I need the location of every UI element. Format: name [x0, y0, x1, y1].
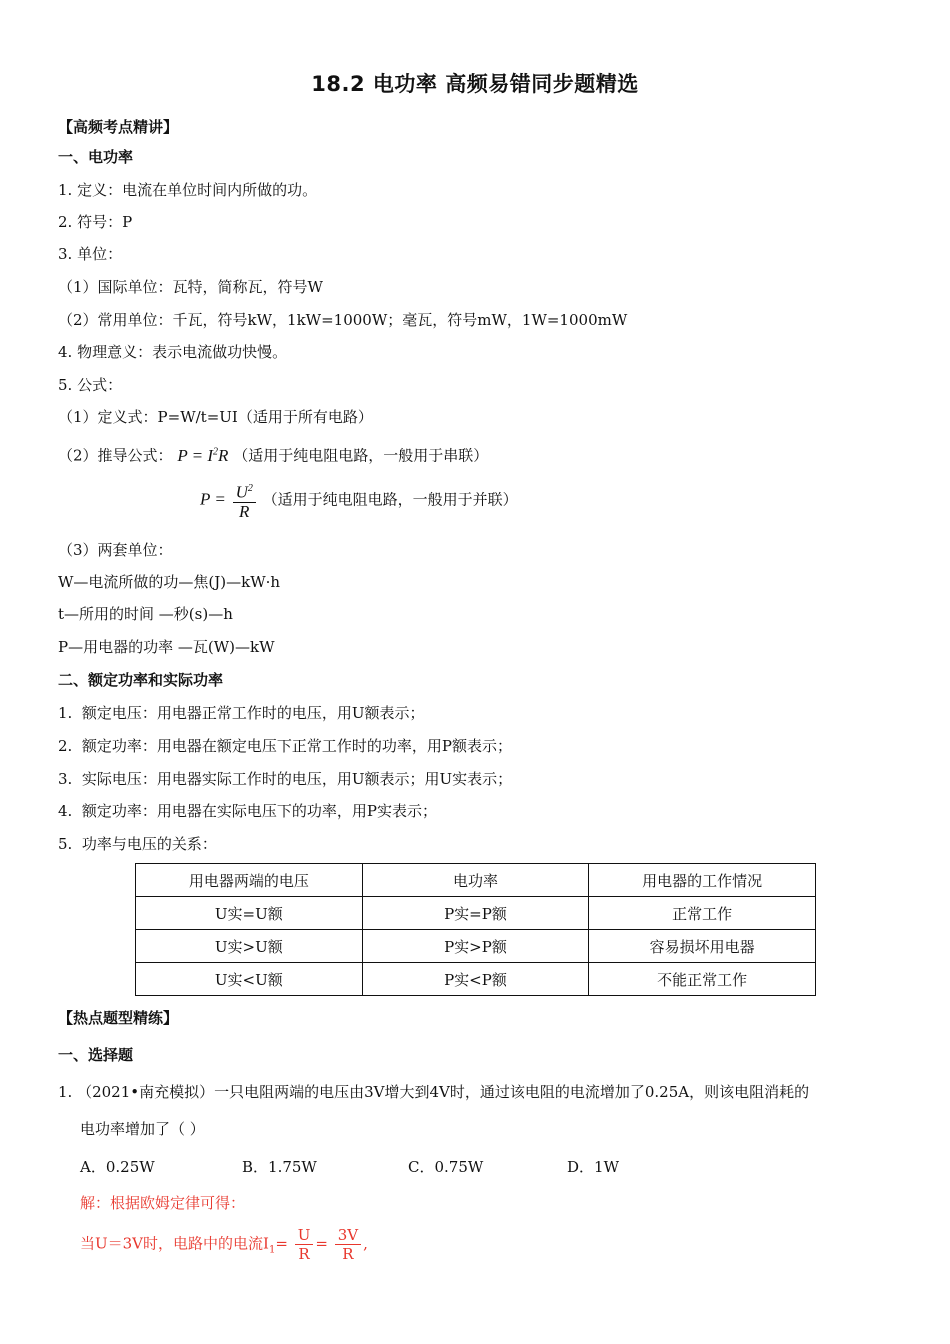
option-a[interactable]: A．0.25W	[80, 1158, 155, 1176]
unit-line: 3. 单位：	[58, 245, 123, 263]
power-voltage-table	[135, 863, 816, 996]
fraction-3v-over-r: $\frac{3V}{R}$	[335, 1226, 361, 1263]
unit-common-line: （2）常用单位：千瓦，符号kW，1kW=1000W；毫瓦，符号mW，1W=1000mW	[58, 311, 628, 329]
formula-derived-note-2: （适用于纯电阻电路，一般用于并联）	[262, 490, 518, 509]
solution-line-2: 当U＝3V时，电路中的电流$I_1=$ $\frac{U}{R}$ = $\frac{3V}{R}$ ,	[80, 1226, 368, 1263]
units-p-line: P—用电器的功率 —瓦(W)—kW	[58, 638, 275, 656]
question-1-line-1: 1. （2021•南充模拟）一只电阻两端的电压由3V增大到4V时，通过该电阻的电流增加了0.25A，则该电阻消耗的	[58, 1083, 810, 1101]
table-cell: U实>U额	[136, 930, 363, 963]
table-cell: 容易损坏用电器	[589, 930, 816, 963]
units-two-line: （3）两套单位：	[58, 541, 173, 559]
part2-heading: 二、额定功率和实际功率	[58, 671, 224, 689]
formula-derived-2: P = $\frac{U^2}{R}$ （适用于纯电阻电路，一般用于并联）	[200, 480, 518, 521]
symbol-line: 2. 符号：P	[58, 213, 133, 231]
table-cell: 不能正常工作	[589, 963, 816, 996]
part2-item: 5. 功率与电压的关系：	[58, 835, 217, 853]
table-cell: P实=P额	[362, 897, 589, 930]
formula-derived-1	[58, 442, 488, 466]
definition-line: 1. 定义：电流在单位时间内所做的功。	[58, 181, 318, 199]
table-header-cell: 电功率	[362, 864, 589, 897]
formula-def-line: （1）定义式：P=W/t=UI（适用于所有电路）	[58, 408, 373, 426]
unit-intl-line: （1）国际单位：瓦特，简称瓦，符号W	[58, 278, 323, 296]
table-cell: P实<P额	[362, 963, 589, 996]
part2-item: 2. 额定功率：用电器在额定电压下正常工作时的功率，用P额表示；	[58, 737, 512, 755]
formula-derived-note-1: （适用于纯电阻电路，一般用于串联）	[233, 446, 489, 465]
table-cell: 正常工作	[589, 897, 816, 930]
units-w-line: W—电流所做的功—焦(J)—kW·h	[58, 573, 281, 591]
page-title: 18.2 电功率 高频易错同步题精选	[311, 72, 639, 96]
formula-derived-label: （2）推导公式：	[58, 446, 173, 465]
section-practice-heading: 【热点题型精练】	[58, 1009, 179, 1027]
part1-heading: 一、电功率	[58, 148, 134, 166]
table-header-cell: 用电器两端的电压	[136, 864, 363, 897]
option-d[interactable]: D．1W	[567, 1158, 619, 1176]
part2-item: 4. 额定功率：用电器在实际电压下的功率，用P实表示；	[58, 802, 437, 820]
table-row	[136, 930, 816, 963]
table-row	[136, 963, 816, 996]
table-header-cell: 用电器的工作情况	[589, 864, 816, 897]
part2-item: 3. 实际电压：用电器实际工作时的电压，用U额表示；用U实表示；	[58, 770, 513, 788]
formula-u2-over-r: $\frac{U^2}{R}$	[233, 480, 256, 521]
table-header-row	[136, 864, 816, 897]
section-key-points-heading: 【高频考点精讲】	[58, 118, 179, 136]
mc-heading: 一、选择题	[58, 1046, 134, 1064]
meaning-line: 4. 物理意义：表示电流做功快慢。	[58, 343, 288, 361]
option-c[interactable]: C．0.75W	[408, 1158, 484, 1176]
table-row	[136, 897, 816, 930]
option-b[interactable]: B．1.75W	[242, 1158, 317, 1176]
solution-line-1: 解：根据欧姆定律可得：	[80, 1194, 246, 1212]
units-t-line: t—所用的时间 —秒(s)—h	[58, 605, 233, 623]
part2-item: 1. 额定电压：用电器正常工作时的电压，用U额表示；	[58, 704, 425, 722]
formula-p-i2r: $P = I^2R$	[177, 445, 229, 465]
fraction-u-over-r: $\frac{U}{R}$	[295, 1226, 314, 1263]
question-1-line-2: 电功率增加了（ ）	[80, 1120, 205, 1138]
table-cell: U实<U额	[136, 963, 363, 996]
table-cell: P实>P额	[362, 930, 589, 963]
table-cell: U实=U额	[136, 897, 363, 930]
formula-line: 5. 公式：	[58, 376, 123, 394]
